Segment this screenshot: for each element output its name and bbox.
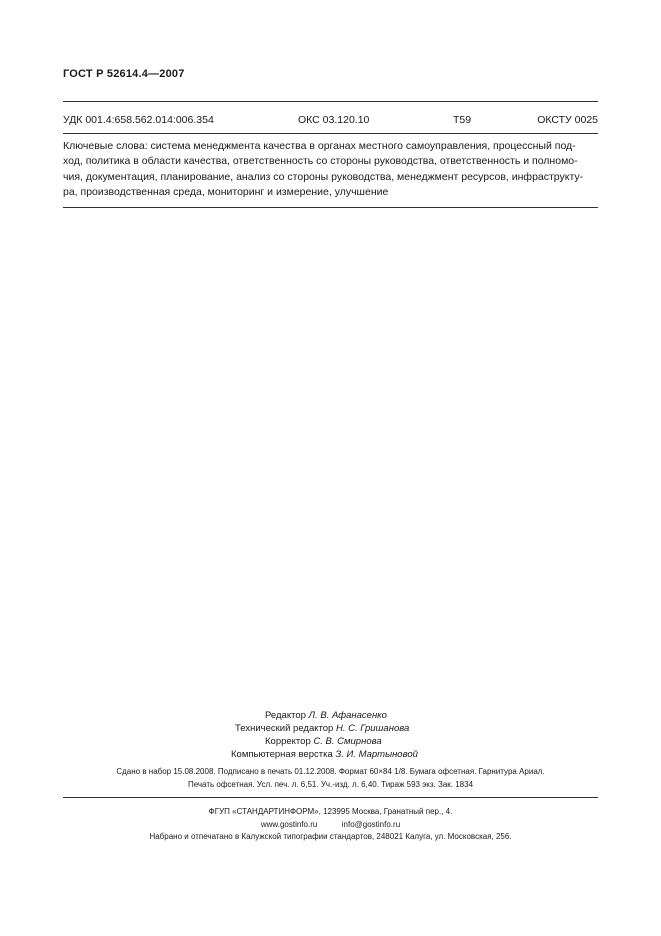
- publisher-info: [63, 806, 598, 844]
- print-info-line-2: Печать офсетная. Усл. печ. л. 6,51. Уч.-изд. л. 6,40. Тираж 593 экз. Зак. 1834: [187, 779, 474, 789]
- keywords-divider: [63, 207, 598, 208]
- credit-role: Редактор: [265, 710, 306, 721]
- credits-block: [200, 709, 500, 761]
- credit-role: Корректор: [265, 736, 311, 747]
- classification-line: [63, 114, 598, 128]
- credit-person: С. В. Смирнова: [313, 736, 382, 747]
- keywords-paragraph: [63, 139, 598, 200]
- publisher-contacts: [63, 819, 598, 832]
- printing-house: Набрано и отпечатано в Калужской типографии стандартов, 248021 Калуга, ул. Московская, 256.: [149, 832, 512, 841]
- credit-layout: [200, 748, 500, 761]
- credit-editor: [200, 709, 500, 722]
- credit-corrector: [200, 735, 500, 748]
- credit-person: Л. В. Афанасенко: [308, 710, 387, 721]
- print-info: [63, 766, 598, 791]
- top-divider: [63, 101, 598, 102]
- keywords-line: ход, политика в области качества, ответственность со стороны руководства, ответственность и полномо-: [63, 155, 578, 168]
- udk-code: УДК 001.4:658.562.014:006.354: [63, 114, 214, 126]
- publisher-email: info@gostinfo.ru: [341, 819, 401, 829]
- credit-role: Компьютерная верстка: [231, 749, 333, 760]
- bottom-divider: [63, 797, 598, 798]
- okstu-code: ОКСТУ 0025: [537, 114, 598, 126]
- credit-person: З. И. Мартыновой: [335, 749, 418, 760]
- t-code: Т59: [453, 114, 472, 126]
- credit-role: Технический редактор: [235, 723, 334, 734]
- keywords-line: ра, производственная среда, мониторинг и измерение, улучшение: [63, 185, 389, 198]
- print-info-line-1: Сдано в набор 15.08.2008. Подписано в печать 01.12.2008. Формат 60×84 1/8. Бумага офсетная. Гарнитура Ариал.: [116, 767, 545, 776]
- standard-number: ГОСТ Р 52614.4—2007: [63, 68, 185, 80]
- keywords-line: чия, документация, планирование, анализ со стороны руководства, менеджмент ресурсов, инфраструкту-: [63, 170, 584, 183]
- classification-divider: [63, 133, 598, 134]
- publisher-website: www.gostinfo.ru: [260, 819, 318, 829]
- credit-tech-editor: [200, 722, 500, 735]
- keywords-line: Ключевые слова: система менеджмента качества в органах местного самоуправления, процессный под-: [63, 140, 576, 152]
- credit-person: Н. С. Гришанова: [335, 723, 410, 734]
- oks-code: ОКС 03.120.10: [298, 114, 370, 126]
- publisher-address: ФГУП «СТАНДАРТИНФОРМ», 123995 Москва, Гранатный пер., 4.: [208, 807, 453, 816]
